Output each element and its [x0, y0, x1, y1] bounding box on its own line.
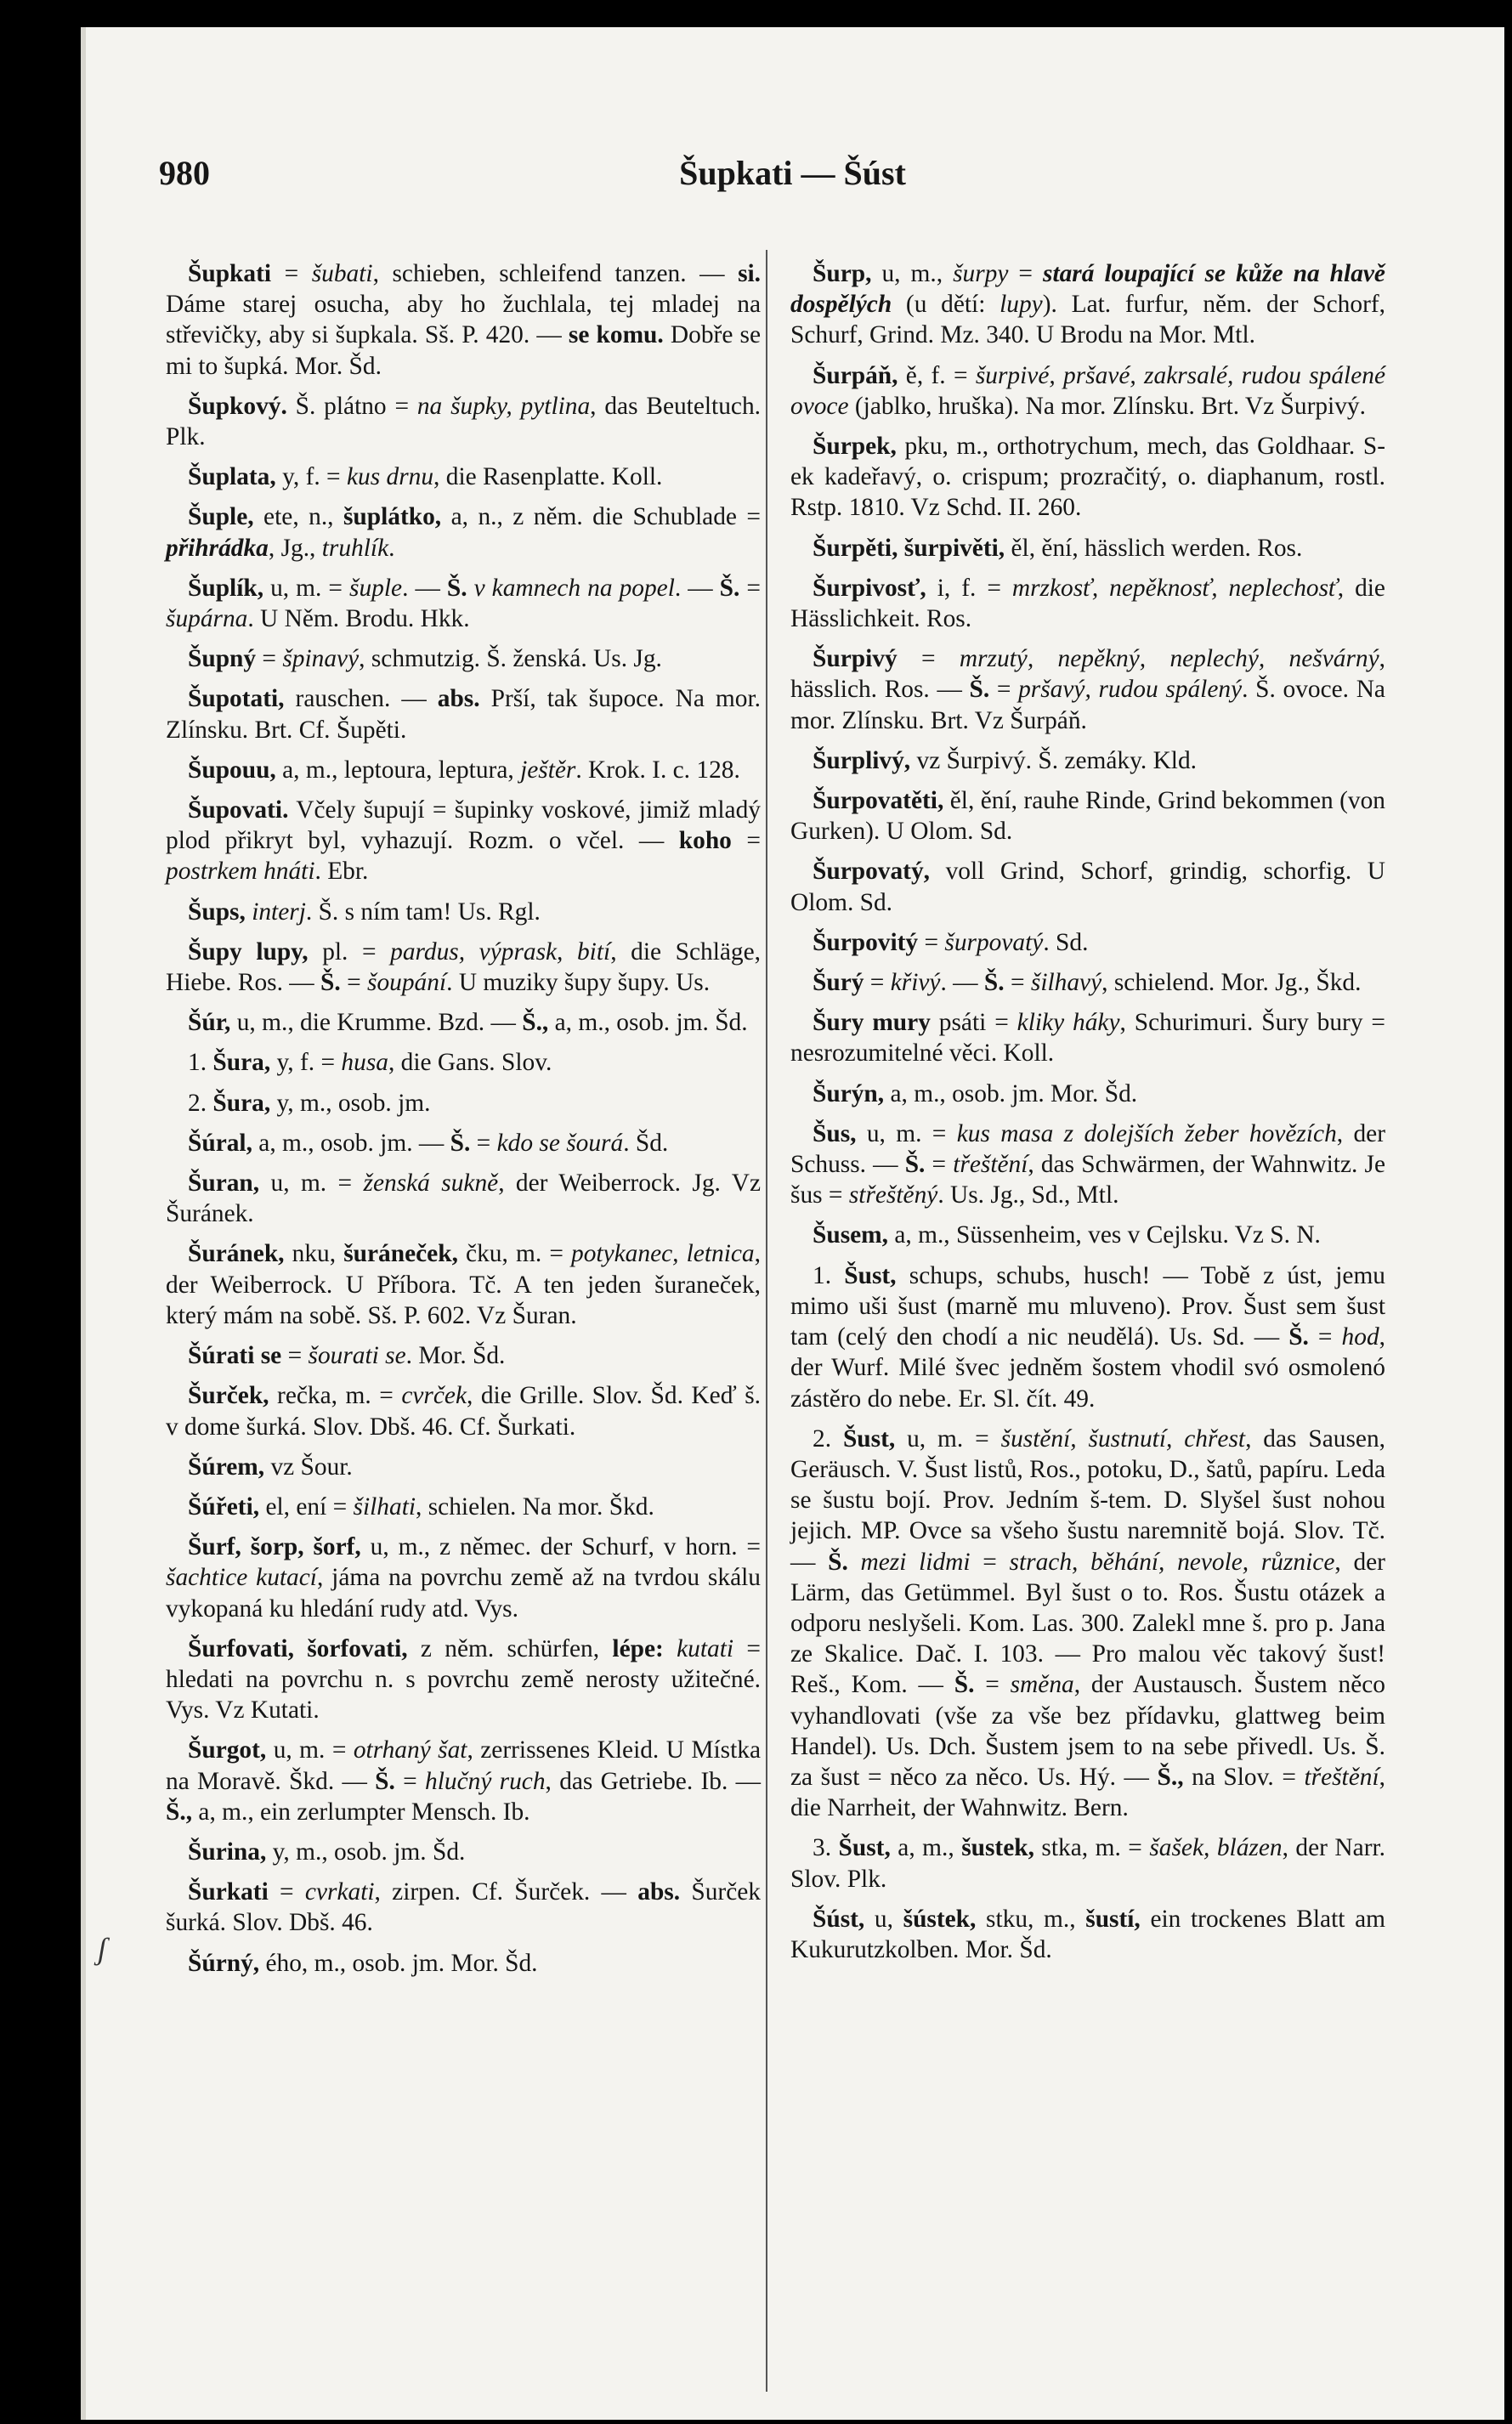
entry-text: = — [271, 260, 312, 287]
dictionary-entry — [790, 431, 1385, 524]
entry-text: pku, m., orthotrychum, mech, das Goldhaar. S-ek kadeřavý, o. crispum; prozračitý, o. diaphanum, rostl. Rstp. 1810. Vz Schd. II. 260. — [790, 433, 1385, 522]
dictionary-entry — [790, 643, 1385, 736]
gloss-italic: špinavý — [282, 645, 360, 673]
headword: šuráneček, — [343, 1240, 458, 1268]
entry-text: Prší, tak šupoce. Na mor. Zlínsku. Brt. Cf. Šupěti. — [166, 685, 761, 744]
dictionary-entry — [166, 1948, 761, 1979]
dictionary-entry — [790, 1007, 1385, 1068]
entry-text: , die Grille. Slov. Šd. Keď š. v dome šurká. Slov. Dbš. 46. Cf. Šurkati. — [166, 1382, 762, 1441]
entry-text: = — [731, 827, 761, 855]
headword: Šurkati — [188, 1878, 269, 1906]
entry-text: . Us. Jg., Sd., Mtl. — [937, 1181, 1119, 1209]
entry-text: = — [864, 969, 891, 997]
entry-text: nku, — [284, 1240, 344, 1268]
entry-text: i, f. = — [926, 574, 1012, 602]
headword: Šurpovitý — [813, 928, 919, 956]
entry-text: u, m. = — [266, 1736, 354, 1764]
entry-text: = — [1008, 260, 1043, 287]
gloss-italic: mrzkosť, nepěknosť, neplechosť — [1011, 574, 1338, 602]
dictionary-entry — [166, 1877, 761, 1938]
entry-text: 1. — [188, 1049, 213, 1077]
headword: Šurček, — [188, 1382, 269, 1410]
headword: Š. — [969, 676, 990, 704]
entry-text: = — [256, 645, 283, 673]
headword: Šúr, — [188, 1009, 231, 1037]
gloss-italic: šašek, blázen — [1149, 1834, 1283, 1862]
entry-text: . U muziky šupy šupy. Us. — [446, 969, 711, 997]
gloss-italic: kdo se šourá — [496, 1129, 624, 1157]
entry-text: , der Lärm, das Getümmel. Byl šust o to. Ros. Šustu otázek a odporu neslyšeli. Kom. Las. 300. Zalekl mne š. pro p. Jana ze Skalice. Dač. I. 103. — Pro malou věc takový šust! Reš., Kom. — — [790, 1548, 1385, 1699]
headword: šustek, — [961, 1834, 1034, 1862]
headword: Šurpivý — [813, 645, 898, 673]
entry-text: čku, m. = — [457, 1240, 572, 1268]
entry-text: . — — [940, 969, 984, 997]
gloss-italic: šurpy — [953, 260, 1009, 287]
entry-text: . — — [402, 574, 447, 602]
entry-text: = — [281, 1342, 309, 1370]
entry-text: . U Něm. Brodu. Hkk. — [247, 605, 470, 633]
gloss-italic: ženská sukně — [363, 1170, 499, 1198]
dictionary-entry — [166, 1168, 761, 1229]
entry-text: Včely šupují = šupinky voskové, jimiž mladý plod přikryt byl, vyhazují. Rozm. o včel. — — [166, 796, 761, 855]
entry-text: , der Wurf. Milé švec jedněm šostem vhodil svó osmolenó zástěro do nebe. Er. Sl. čít. 49. — [790, 1323, 1385, 1413]
dictionary-entry — [166, 795, 761, 887]
gloss-italic: cvrkati — [304, 1878, 375, 1906]
dictionary-entry — [166, 683, 761, 745]
gloss-italic: hlučný ruch — [425, 1767, 546, 1795]
dictionary-entry — [166, 755, 761, 785]
left-column — [166, 258, 761, 1988]
entry-text: ěl, ění, hässlich werden. Ros. — [1005, 534, 1303, 562]
dictionary-entry — [166, 1837, 761, 1867]
entry-text: a, m., osob. jm. — — [252, 1129, 450, 1157]
entry-text: , die Narrheit, der Wahnwitz. Bern. — [790, 1763, 1385, 1822]
gloss-italic: stará loupající se kůže na hlavě dospělých — [790, 260, 1385, 319]
headword: Šúrati se — [188, 1342, 282, 1370]
headword: Šust, — [844, 1261, 897, 1289]
headword: šuplátko, — [343, 503, 442, 531]
entry-text: = — [897, 645, 960, 673]
headword: lépe: — [612, 1634, 664, 1662]
entry-text: a, m., osob. jm. Mor. Šd. — [884, 1079, 1138, 1107]
entry-text: (jablko, hruška). Na mor. Zlínsku. Brt. Vz Šurpivý. — [848, 392, 1366, 420]
headword: Š. — [446, 574, 467, 602]
headword: Šúrný, — [188, 1949, 260, 1977]
headword: Šusem, — [813, 1221, 889, 1249]
entry-text: u, m. = — [263, 574, 350, 602]
headword: Š. — [904, 1151, 926, 1179]
entry-text: Dáme starej osucha, aby ho žuchlala, tej mladej na střevičky, aby si šupkala. Sš. P. 420. — — [166, 291, 761, 349]
gloss-italic: směna — [1010, 1671, 1074, 1699]
entry-text: u, m., die Krumme. Bzd. — — [230, 1009, 523, 1037]
margin-mark: ʃ — [98, 1932, 107, 1966]
entry-text: 1. — [813, 1261, 845, 1289]
entry-text: schups, schubs, husch! — Tobě z úst, jemu mimo uši šust (marně mu mluveno). Prov. Šust sem šust tam (celý den chodí a nic neudělá). Us. Sd. — — [790, 1261, 1386, 1351]
headword: Šúral, — [188, 1129, 252, 1157]
entry-text: , zerrissenes Kleid. U Místka na Moravě. Škd. — — [166, 1736, 762, 1795]
entry-text: u, m. = — [259, 1170, 364, 1198]
entry-text: , hässlich. Ros. — — [790, 645, 1385, 704]
gloss-italic: mezi lidmi — [860, 1548, 971, 1576]
headword: Šust, — [842, 1424, 896, 1453]
dictionary-entry — [790, 573, 1385, 634]
dictionary-entry — [790, 1220, 1385, 1250]
entry-text: , die Rasenplatte. Koll. — [433, 463, 663, 491]
headword: Šupouu, — [188, 756, 276, 784]
entry-text: . Šd. — [623, 1129, 669, 1157]
dictionary-entry — [790, 1904, 1385, 1965]
entry-text: , schielend. Mor. Jg., Škd. — [1101, 969, 1362, 997]
entry-text: = — [394, 1767, 426, 1795]
gloss-italic: lupy — [1000, 291, 1043, 319]
entry-text: ěl, ění, rauhe Rinde, Grind bekommen (von Gurken). U Olom. Sd. — [790, 787, 1385, 846]
entry-text: a, m., leptoura, leptura, — [275, 756, 521, 784]
dictionary-entry — [790, 360, 1385, 422]
dictionary-entry — [166, 1380, 761, 1441]
headword: koho — [678, 827, 732, 855]
dictionary-entry — [166, 462, 761, 492]
headword: Š. — [983, 969, 1005, 997]
headword: Š. — [375, 1767, 395, 1795]
entry-text: , die Gans. Slov. — [388, 1049, 552, 1077]
entry-text: = — [340, 969, 368, 997]
headword: se komu. — [568, 321, 664, 349]
dictionary-page — [81, 27, 1504, 2420]
gloss-italic: na šupky, pytlina — [416, 392, 591, 420]
entry-text: (u dětí: — [892, 291, 1000, 319]
gloss-italic: strach, běhání, nevole, různice — [1009, 1548, 1335, 1576]
headword: šustí, — [1085, 1905, 1141, 1933]
entry-text: pl. = — [308, 937, 391, 966]
entry-text: . Š. s ním tam! Us. Rgl. — [305, 898, 541, 926]
entry-text: , schmutzig. Š. ženská. Us. Jg. — [359, 645, 662, 673]
entry-text: rauschen. — — [284, 685, 438, 713]
headword: Šuplata, — [188, 463, 276, 491]
gloss-italic: husa — [341, 1049, 388, 1077]
entry-text: y, m., osob. jm. Šd. — [266, 1838, 466, 1866]
headword: Šurpivosť, — [813, 574, 926, 602]
entry-text: u, m. = — [895, 1424, 1001, 1453]
headword: Šury mury — [813, 1009, 931, 1037]
headword: Š. — [954, 1671, 975, 1699]
gloss-italic: křivý — [890, 969, 941, 997]
headword: Šuplík, — [188, 574, 264, 602]
dictionary-entry — [166, 1532, 761, 1624]
entry-text: Dobře se mi to šupká. Mor. Šd. — [166, 321, 761, 380]
headword: Š. — [828, 1548, 848, 1576]
dictionary-entry — [166, 1452, 761, 1482]
entry-text: a, m., ein zerlumpter Mensch. Ib. — [192, 1798, 530, 1826]
dictionary-entry — [166, 573, 761, 634]
headword: Šupy lupy, — [188, 937, 309, 966]
entry-text: a, m., osob. jm. Šd. — [548, 1009, 748, 1037]
headword: Šurpovatěti, — [813, 787, 944, 815]
gloss-italic: kus masa z dolejších žeber hovězích — [956, 1119, 1337, 1147]
headword: Šups, — [188, 898, 246, 926]
entry-text: 2. — [813, 1424, 843, 1453]
entry-text: = — [974, 1671, 1011, 1699]
entry-text: Š. plátno = — [286, 392, 417, 420]
entry-text: . Š. ovoce. Na mor. Zlínsku. Brt. Vz Šurpáň. — [790, 676, 1385, 734]
headword: Šuple, — [188, 503, 254, 531]
dictionary-entry — [166, 937, 761, 998]
running-head: Šupkati — Šúst — [679, 154, 906, 192]
headword: Šura, — [212, 1049, 271, 1077]
headword: Šurf, šorp, šorf, — [188, 1533, 361, 1561]
entry-text: , das Sausen, Geräusch. V. Šust listů, Ros., potoku, D., šatů, papíru. Leda se šustu bojí. Prov. Jedním š-tem. D. Slyšel šust nohou jejich. MP. Ovce sa všeho šustu naremnitě bojá. Slov. Tč. — — [790, 1424, 1385, 1576]
headword: Šupovati. — [188, 796, 289, 824]
entry-text: . — — [674, 574, 720, 602]
headword: Šurp, — [813, 260, 872, 287]
headword: Šupkový. — [188, 392, 287, 420]
gloss-italic: hod — [1341, 1323, 1379, 1351]
entry-text: stku, m., — [976, 1905, 1086, 1933]
dictionary-entry — [166, 1238, 761, 1331]
gloss-italic: šachtice kutací — [166, 1564, 317, 1592]
entry-text: y, f. = — [275, 463, 347, 491]
headword: Šurgot, — [188, 1736, 267, 1764]
entry-text: , der Austausch. Šustem něco vyhandlovati (vše za vše bez přídavku, glattweg beim Handel). Us. Dch. Šustem jsem to na sebe přivedl. Us. Š. za šust = něco za něco. Us. Hý. — — [790, 1671, 1385, 1791]
entry-text: , der Schuss. — — [790, 1119, 1385, 1179]
entry-text: y, f. = — [270, 1049, 342, 1077]
headword: Šuránek, — [188, 1240, 285, 1268]
headword: Šura, — [212, 1089, 271, 1117]
gloss-italic: otrhaný šat — [353, 1736, 467, 1764]
entry-text: , der Weiberrock. U Příbora. Tč. A ten jeden šuraneček, který mám na sobě. Sš. P. 602. Vz Šuran. — [166, 1240, 761, 1329]
gloss-italic: ještěr — [520, 756, 576, 784]
dictionary-entry — [166, 1007, 761, 1038]
entry-text: , das Beuteltuch. Plk. — [166, 392, 762, 451]
entry-text: = — [970, 1548, 1010, 1576]
dictionary-entry — [166, 897, 761, 927]
entry-text: psáti = — [930, 1009, 1017, 1037]
entry-text: u, m. = — [856, 1119, 957, 1147]
gloss-italic: šurpivé, pršavé, zakrsalé, rudou spálené ovoce — [790, 361, 1385, 420]
entry-text: vz Šurpivý. Š. zemáky. Kld. — [910, 746, 1198, 774]
headword: Š. — [719, 574, 740, 602]
scan-edge — [81, 27, 86, 2420]
gloss-italic: šubati — [311, 260, 373, 287]
entry-text: a, m., Süssenheim, ves v Cejlsku. Vz S. N. — [888, 1221, 1321, 1249]
dictionary-entry — [166, 501, 761, 563]
dictionary-entry — [166, 391, 761, 452]
entry-text: ein trockenes Blatt am Kukurutzkolben. Mor. Šd. — [790, 1905, 1385, 1963]
gloss-italic: šourati se — [308, 1342, 406, 1370]
entry-text: voll Grind, Schorf, grindig, schorfig. U Olom. Sd. — [790, 858, 1385, 916]
entry-text: u, — [864, 1905, 903, 1933]
dictionary-entry — [166, 1047, 761, 1078]
entry-text: , zirpen. Cf. Šurček. — — [374, 1878, 638, 1906]
gloss-italic: šurpovatý — [944, 928, 1044, 956]
entry-text: u, m., — [871, 260, 954, 287]
headword: Šurýn, — [813, 1079, 885, 1107]
gloss-italic: kus drnu — [346, 463, 434, 491]
entry-text: y, m., osob. jm. — [270, 1089, 431, 1117]
headword: Šuran, — [188, 1170, 260, 1198]
dictionary-entry — [790, 533, 1385, 564]
entry-text: vz Šour. — [264, 1453, 353, 1481]
entry-text — [664, 1635, 677, 1662]
headword: Šurplivý, — [813, 746, 911, 774]
headword: Š. — [1288, 1323, 1309, 1351]
entry-text: , die Hässlichkeit. Ros. — [790, 574, 1385, 633]
dictionary-entry — [790, 1424, 1385, 1824]
headword: abs. — [437, 685, 480, 713]
entry-text: , schielen. Na mor. Škd. — [416, 1492, 654, 1521]
gloss-italic: třeštění — [953, 1151, 1028, 1179]
dictionary-entry — [166, 1735, 761, 1827]
entry-text: a, m., — [890, 1834, 962, 1862]
entry-text: a, n., z něm. die Schublade = — [441, 503, 761, 531]
headword: Šurý — [813, 969, 864, 997]
dictionary-entry — [166, 1492, 761, 1522]
entry-text: , das Schwärmen, der Wahnwitz. Je šus = — [790, 1151, 1385, 1209]
dictionary-entry — [790, 785, 1385, 847]
gloss-italic: třeštění — [1304, 1763, 1379, 1791]
headword: Š. — [320, 969, 341, 997]
entry-text: . — [388, 534, 395, 562]
headword: Šus, — [813, 1119, 857, 1147]
entry-text: u, m., z němec. der Schurf, v horn. = — [360, 1533, 761, 1561]
headword: Šust, — [838, 1834, 891, 1862]
dictionary-entry — [166, 1128, 761, 1158]
dictionary-entry — [790, 1119, 1385, 1211]
entry-text: rečka, m. = — [269, 1382, 402, 1410]
headword: šústek, — [903, 1905, 977, 1933]
gloss-italic: v kamnech na popel — [473, 574, 675, 602]
entry-text: ete, n., — [253, 503, 343, 531]
gloss-italic: pršavý, rudou spálený — [1018, 676, 1243, 704]
entry-text: = — [470, 1129, 497, 1157]
entry-text: , das Getriebe. Ib. — — [545, 1767, 761, 1795]
right-column — [790, 258, 1385, 1974]
gloss-italic: přihrádka — [166, 534, 269, 562]
dictionary-entry — [790, 856, 1385, 917]
entry-text: ého, m., osob. jm. Mor. Šd. — [259, 1949, 538, 1977]
entry-text: na Slov. = — [1183, 1763, 1305, 1791]
gloss-italic: kutati — [677, 1634, 734, 1662]
headword: Š. — [450, 1129, 471, 1157]
entry-text: . Ebr. — [314, 858, 369, 886]
dictionary-entry — [790, 745, 1385, 776]
headword: Š., — [1157, 1763, 1184, 1791]
entry-text: Šurček šurká. Slov. Dbš. 46. — [166, 1878, 761, 1937]
entry-text: . Krok. I. c. 128. — [575, 756, 740, 784]
entry-text: , Jg., — [268, 534, 322, 562]
entry-text: = — [918, 928, 945, 956]
entry-text: 3. — [813, 1834, 839, 1862]
gloss-italic: šuple — [349, 574, 403, 602]
entry-text: = — [739, 574, 761, 602]
entry-text: = — [989, 676, 1019, 704]
page-header — [81, 153, 1504, 204]
page-number: 980 — [159, 154, 210, 192]
entry-text: z něm. schürfen, — [407, 1634, 613, 1662]
dictionary-entry — [166, 1088, 761, 1119]
headword: Šúrem, — [188, 1453, 265, 1481]
dictionary-entry — [790, 258, 1385, 351]
gloss-italic: cvrček — [401, 1382, 467, 1410]
entry-text: . Mor. Šd. — [405, 1342, 506, 1370]
entry-text: ). Lat. furfur, něm. der Schorf, Schurf, Grind. Mz. 340. U Brodu na Mor. Mtl. — [790, 291, 1385, 349]
dictionary-entry — [166, 1340, 761, 1371]
dictionary-entry — [166, 643, 761, 674]
headword: Šupkati — [188, 260, 272, 287]
entry-text: , der Weiberrock. Jg. Vz Šuránek. — [166, 1170, 762, 1228]
headword: Šurina, — [188, 1838, 267, 1866]
gloss-italic: truhlík — [321, 534, 389, 562]
entry-text: , jáma na povrchu země až na tvrdou skálu vykopaná ku hledání rudy atd. Vys. — [166, 1564, 761, 1623]
gloss-italic: potykanec, letnica — [571, 1240, 755, 1268]
entry-text: = — [268, 1878, 305, 1906]
headword: si. — [738, 260, 762, 287]
headword: abs. — [637, 1878, 681, 1906]
gloss-italic: šilhavý — [1030, 969, 1102, 997]
entry-text: , die Schläge, Hiebe. Ros. — — [166, 937, 761, 997]
entry-text: el, ení = — [259, 1492, 354, 1521]
column-divider — [766, 250, 767, 2392]
entry-text: ě, f. = — [898, 361, 976, 389]
entry-text: = — [1308, 1323, 1342, 1351]
entry-text: = — [925, 1151, 954, 1179]
headword: Šurfovati, šorfovati, — [188, 1634, 408, 1662]
gloss-italic: šoupání — [367, 969, 447, 997]
headword: Šurpovatý, — [813, 858, 930, 886]
headword: Šurpěti, šurpivěti, — [813, 534, 1005, 562]
entry-text: 2. — [188, 1089, 213, 1117]
gloss-italic: šupárna — [166, 605, 248, 633]
gloss-italic: pardus, výprask, bití — [390, 937, 611, 966]
gloss-italic: mrzutý, nepěkný, neplechý, nešvárný — [959, 645, 1379, 673]
dictionary-entry — [790, 1832, 1385, 1894]
entry-text — [467, 575, 474, 602]
entry-text: , schieben, schleifend tanzen. — — [372, 260, 739, 287]
dictionary-entry — [166, 1634, 761, 1726]
entry-text: . Sd. — [1043, 928, 1089, 956]
dictionary-entry — [790, 1260, 1385, 1414]
dictionary-entry — [790, 927, 1385, 958]
gloss-italic: interj — [252, 898, 306, 926]
dictionary-entry — [790, 1079, 1385, 1109]
headword: Šupotati, — [188, 685, 285, 713]
entry-text: , der Narr. Slov. Plk. — [790, 1834, 1386, 1893]
gloss-italic: střeštěný — [848, 1181, 938, 1209]
headword: Š., — [166, 1798, 193, 1826]
headword: Šurpáň, — [813, 361, 898, 389]
gloss-italic: kliky háky — [1016, 1009, 1120, 1037]
gloss-italic: šilhati — [353, 1492, 416, 1521]
entry-text: = hledati na povrchu n. s povrchu země nerosty užitečné. Vys. Vz Kutati. — [166, 1634, 761, 1725]
entry-text: stka, m. = — [1033, 1834, 1150, 1862]
headword: Šupný — [188, 645, 257, 673]
dictionary-entry — [790, 967, 1385, 998]
headword: Šurpek, — [813, 433, 897, 461]
gloss-italic: postrkem hnáti — [166, 858, 315, 886]
entry-text — [848, 1549, 861, 1576]
headword: Šúřeti, — [188, 1492, 260, 1521]
gloss-italic: šustění, šustnutí, chřest — [1000, 1424, 1246, 1453]
entry-text: = — [1004, 969, 1031, 997]
dictionary-entry — [166, 258, 761, 382]
headword: Š., — [522, 1009, 549, 1037]
headword: Šúst, — [813, 1905, 865, 1933]
entry-text: , Schurimuri. Šury bury = nesrozumitelné věci. Koll. — [790, 1009, 1385, 1068]
